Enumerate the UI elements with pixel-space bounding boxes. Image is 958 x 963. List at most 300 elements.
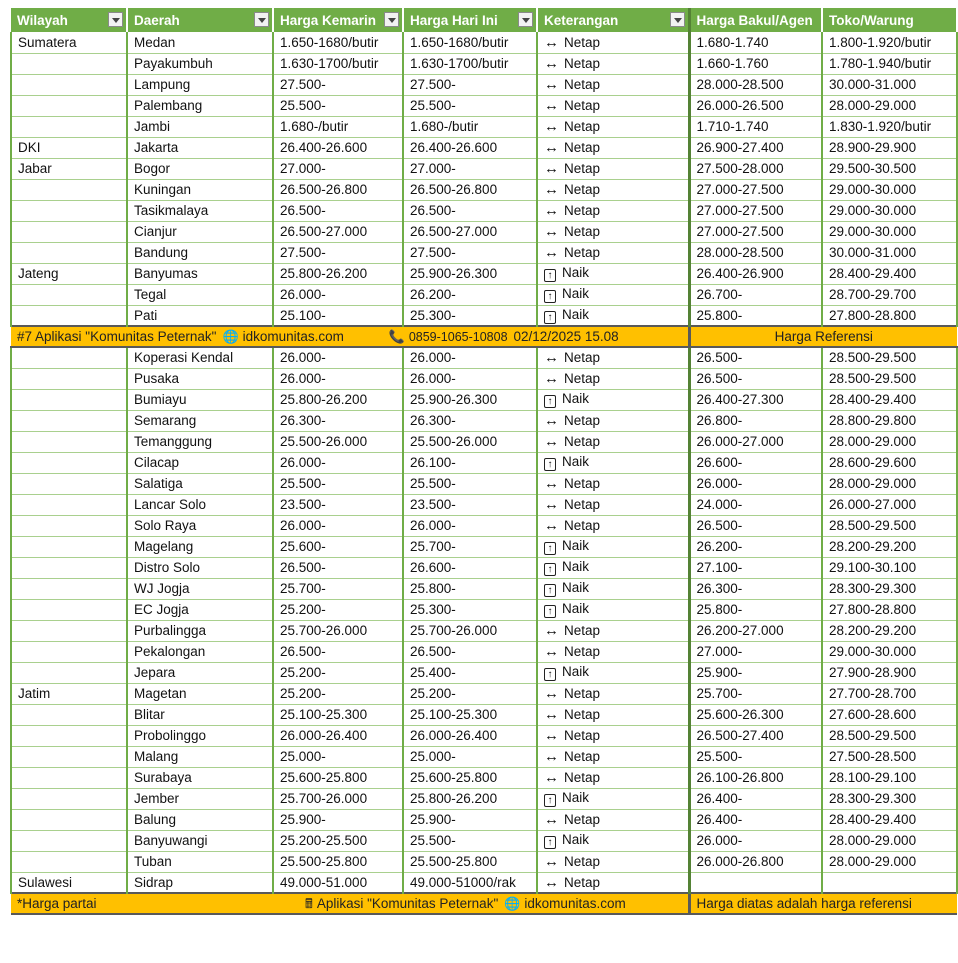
cell-harga-hari-ini: 25.500-26.000 (403, 431, 537, 452)
table-row (11, 599, 957, 620)
cell-wilayah: Sumatera (11, 32, 127, 53)
cell-toko-warung: 28.600-29.600 (822, 452, 957, 473)
cell-harga-bakul: 26.000-27.000 (689, 431, 822, 452)
status-text: Netap (564, 749, 601, 764)
cell-keterangan (537, 179, 689, 200)
arrow-up-icon: ↑ (544, 605, 556, 618)
cell-harga-hari-ini: 25.300- (403, 599, 537, 620)
table-row (11, 683, 957, 704)
arrow-left-right-icon: ↔ (544, 181, 559, 198)
cell-daerah: Magetan (127, 683, 273, 704)
table-row (11, 830, 957, 851)
cell-harga-kemarin: 26.000- (273, 368, 403, 389)
cell-harga-kemarin: 23.500- (273, 494, 403, 515)
cell-wilayah (11, 620, 127, 641)
cell-harga-hari-ini: 49.000-51000/rak (403, 872, 537, 893)
cell-harga-hari-ini: 26.500- (403, 200, 537, 221)
cell-wilayah (11, 515, 127, 536)
status-text: Naik (562, 454, 590, 469)
footer-band (11, 893, 957, 914)
status-text: Naik (562, 391, 590, 406)
cell-wilayah: Sulawesi (11, 872, 127, 893)
cell-keterangan (537, 431, 689, 452)
arrow-left-right-icon: ↔ (544, 685, 559, 702)
arrow-up-icon: ↑ (544, 311, 556, 324)
status-text: Netap (564, 812, 601, 827)
cell-daerah: Jember (127, 788, 273, 809)
filter-dropdown-icon[interactable] (384, 12, 399, 27)
cell-keterangan (537, 683, 689, 704)
cell-wilayah (11, 494, 127, 515)
status-text: Netap (564, 77, 601, 92)
cell-harga-bakul: 26.600- (689, 452, 822, 473)
cell-toko-warung: 27.700-28.700 (822, 683, 957, 704)
arrow-left-right-icon: ↔ (544, 160, 559, 177)
cell-harga-bakul: 26.500- (689, 368, 822, 389)
cell-keterangan (537, 32, 689, 53)
cell-wilayah (11, 473, 127, 494)
filter-dropdown-icon[interactable] (254, 12, 269, 27)
status-text: Netap (564, 854, 601, 869)
arrow-up-icon: ↑ (544, 584, 556, 597)
cell-harga-kemarin: 1.630-1700/butir (273, 53, 403, 74)
cell-wilayah (11, 641, 127, 662)
arrow-left-right-icon: ↔ (544, 727, 559, 744)
cell-harga-hari-ini: 25.500- (403, 95, 537, 116)
header-toko-warung: Toko/Warung (822, 8, 957, 32)
cell-wilayah (11, 767, 127, 788)
cell-toko-warung: 29.000-30.000 (822, 641, 957, 662)
cell-harga-hari-ini: 27.000- (403, 158, 537, 179)
cell-harga-kemarin: 25.700-26.000 (273, 620, 403, 641)
cell-harga-hari-ini: 25.800-26.200 (403, 788, 537, 809)
cell-daerah: Surabaya (127, 767, 273, 788)
cell-harga-hari-ini: 25.700- (403, 536, 537, 557)
cell-daerah: Purbalingga (127, 620, 273, 641)
cell-harga-bakul: 25.800- (689, 599, 822, 620)
status-text: Netap (564, 623, 601, 638)
cell-harga-hari-ini: 25.600-25.800 (403, 767, 537, 788)
cell-toko-warung: 28.400-29.400 (822, 809, 957, 830)
cell-keterangan (537, 746, 689, 767)
table-row (11, 179, 957, 200)
cell-daerah: Distro Solo (127, 557, 273, 578)
status-text: Netap (564, 224, 601, 239)
cell-daerah: Cilacap (127, 452, 273, 473)
cell-toko-warung: 28.000-29.000 (822, 851, 957, 872)
header-wilayah: Wilayah (11, 8, 127, 32)
status-text: Netap (564, 161, 601, 176)
arrow-left-right-icon: ↔ (544, 202, 559, 219)
header-row (11, 8, 957, 32)
cell-wilayah (11, 599, 127, 620)
cell-toko-warung: 28.000-29.000 (822, 431, 957, 452)
table-row (11, 662, 957, 683)
cell-harga-kemarin: 25.900- (273, 809, 403, 830)
table-row (11, 116, 957, 137)
arrow-up-icon: ↑ (544, 563, 556, 576)
cell-daerah: Tasikmalaya (127, 200, 273, 221)
cell-harga-bakul: 26.300- (689, 578, 822, 599)
cell-keterangan (537, 242, 689, 263)
arrow-left-right-icon: ↔ (544, 622, 559, 639)
band-datetime: 02/12/2025 15.08 (513, 329, 619, 344)
cell-toko-warung: 27.900-28.900 (822, 662, 957, 683)
cell-harga-bakul (689, 872, 822, 893)
status-text: Naik (562, 306, 590, 322)
status-text: Netap (564, 245, 601, 260)
cell-keterangan (537, 641, 689, 662)
cell-harga-bakul: 26.200-27.000 (689, 620, 822, 641)
header-harga-hari-ini: Harga Hari Ini (403, 8, 537, 32)
cell-wilayah: Jabar (11, 158, 127, 179)
cell-harga-bakul: 27.000-27.500 (689, 179, 822, 200)
mid-band-left (11, 326, 689, 347)
cell-toko-warung: 27.800-28.800 (822, 305, 957, 326)
status-text: Netap (564, 119, 601, 134)
table-row (11, 221, 957, 242)
table-row (11, 431, 957, 452)
cell-harga-kemarin: 26.000- (273, 452, 403, 473)
table-row (11, 137, 957, 158)
cell-keterangan (537, 200, 689, 221)
cell-harga-hari-ini: 25.900-26.300 (403, 389, 537, 410)
cell-keterangan (537, 74, 689, 95)
cell-toko-warung: 28.000-29.000 (822, 95, 957, 116)
cell-daerah: Semarang (127, 410, 273, 431)
status-text: Netap (564, 728, 601, 743)
cell-keterangan (537, 788, 689, 809)
cell-harga-bakul: 26.400- (689, 809, 822, 830)
table-row (11, 347, 957, 368)
cell-keterangan (537, 704, 689, 725)
footer-center (273, 893, 689, 914)
cell-harga-bakul: 28.000-28.500 (689, 74, 822, 95)
table-body-bottom (11, 347, 957, 893)
cell-daerah: Cianjur (127, 221, 273, 242)
cell-toko-warung: 27.800-28.800 (822, 599, 957, 620)
cell-toko-warung: 30.000-31.000 (822, 242, 957, 263)
table-row (11, 242, 957, 263)
cell-keterangan (537, 284, 689, 305)
cell-harga-kemarin: 25.700- (273, 578, 403, 599)
cell-harga-kemarin: 26.300- (273, 410, 403, 431)
table-row (11, 410, 957, 431)
status-text: Netap (564, 203, 601, 218)
table-row (11, 641, 957, 662)
cell-daerah: Blitar (127, 704, 273, 725)
cell-harga-kemarin: 27.000- (273, 158, 403, 179)
cell-keterangan (537, 599, 689, 620)
status-text: Netap (564, 413, 601, 428)
cell-daerah: Malang (127, 746, 273, 767)
price-table (10, 8, 958, 915)
cell-harga-bakul: 26.000- (689, 830, 822, 851)
cell-daerah: Jepara (127, 662, 273, 683)
cell-wilayah (11, 452, 127, 473)
cell-daerah: Jakarta (127, 137, 273, 158)
table-row (11, 767, 957, 788)
table-row (11, 704, 957, 725)
table-row (11, 452, 957, 473)
cell-harga-hari-ini: 25.900- (403, 809, 537, 830)
arrow-left-right-icon: ↔ (544, 517, 559, 534)
arrow-left-right-icon: ↔ (544, 433, 559, 450)
cell-harga-bakul: 26.500- (689, 347, 822, 368)
cell-toko-warung (822, 872, 957, 893)
cell-daerah: EC Jogja (127, 599, 273, 620)
cell-daerah: Tegal (127, 284, 273, 305)
arrow-left-right-icon: ↔ (544, 706, 559, 723)
cell-harga-hari-ini: 25.500- (403, 473, 537, 494)
cell-keterangan (537, 305, 689, 326)
cell-harga-bakul: 25.700- (689, 683, 822, 704)
cell-harga-bakul: 26.400- (689, 788, 822, 809)
status-text: Netap (564, 770, 601, 785)
header-daerah: Daerah (127, 8, 273, 32)
cell-harga-kemarin: 25.200-25.500 (273, 830, 403, 851)
cell-harga-kemarin: 25.800-26.200 (273, 263, 403, 284)
status-text: Netap (564, 434, 601, 449)
cell-harga-bakul: 26.800- (689, 410, 822, 431)
cell-harga-bakul: 26.400-27.300 (689, 389, 822, 410)
cell-harga-kemarin: 26.500- (273, 557, 403, 578)
footer-site[interactable]: idkomunitas.com (524, 896, 626, 911)
cell-harga-hari-ini: 26.000- (403, 347, 537, 368)
cell-keterangan (537, 662, 689, 683)
filter-dropdown-icon[interactable] (108, 12, 123, 27)
cell-keterangan (537, 725, 689, 746)
cell-harga-bakul: 26.500- (689, 515, 822, 536)
cell-harga-kemarin: 49.000-51.000 (273, 872, 403, 893)
table-row (11, 536, 957, 557)
cell-harga-hari-ini: 23.500- (403, 494, 537, 515)
cell-daerah: Jambi (127, 116, 273, 137)
cell-daerah: Bandung (127, 242, 273, 263)
cell-keterangan (537, 515, 689, 536)
cell-toko-warung: 28.500-29.500 (822, 725, 957, 746)
cell-harga-hari-ini: 26.500- (403, 641, 537, 662)
cell-harga-kemarin: 25.000- (273, 746, 403, 767)
cell-keterangan (537, 452, 689, 473)
cell-harga-kemarin: 25.200- (273, 662, 403, 683)
cell-wilayah (11, 725, 127, 746)
cell-wilayah (11, 347, 127, 368)
arrow-left-right-icon: ↔ (544, 223, 559, 240)
cell-harga-hari-ini: 25.900-26.300 (403, 263, 537, 284)
band-site[interactable]: idkomunitas.com (242, 329, 344, 344)
cell-harga-kemarin: 26.400-26.600 (273, 137, 403, 158)
status-text: Naik (562, 286, 590, 301)
cell-harga-hari-ini: 1.680-/butir (403, 116, 537, 137)
footer-left: *Harga partai (11, 893, 273, 914)
table-row (11, 809, 957, 830)
mid-info-band (11, 326, 957, 347)
arrow-left-right-icon: ↔ (544, 873, 559, 891)
cell-toko-warung: 28.400-29.400 (822, 389, 957, 410)
status-text: Naik (562, 265, 590, 280)
cell-daerah: Tuban (127, 851, 273, 872)
cell-harga-bakul: 27.100- (689, 557, 822, 578)
band-phone: 0859-1065-10808 (408, 329, 508, 344)
cell-harga-hari-ini: 27.500- (403, 74, 537, 95)
arrow-left-right-icon: ↔ (544, 118, 559, 135)
cell-daerah: Salatiga (127, 473, 273, 494)
filter-dropdown-icon[interactable] (670, 12, 685, 27)
arrow-up-icon: ↑ (544, 542, 556, 555)
cell-harga-hari-ini: 26.300- (403, 410, 537, 431)
cell-harga-hari-ini: 26.000- (403, 515, 537, 536)
cell-harga-hari-ini: 26.500-26.800 (403, 179, 537, 200)
cell-daerah: Koperasi Kendal (127, 347, 273, 368)
cell-wilayah (11, 179, 127, 200)
cell-keterangan (537, 116, 689, 137)
table-row (11, 200, 957, 221)
cell-harga-kemarin: 26.000- (273, 284, 403, 305)
status-text: Netap (564, 98, 601, 113)
header-keterangan: Keterangan (537, 8, 689, 32)
cell-harga-bakul: 25.800- (689, 305, 822, 326)
cell-harga-kemarin: 25.800-26.200 (273, 389, 403, 410)
status-text: Netap (564, 371, 601, 386)
cell-harga-hari-ini: 26.100- (403, 452, 537, 473)
cell-harga-bakul: 1.660-1.760 (689, 53, 822, 74)
cell-daerah: Temanggung (127, 431, 273, 452)
arrow-up-icon: ↑ (544, 668, 556, 681)
cell-wilayah (11, 851, 127, 872)
cell-toko-warung: 28.500-29.500 (822, 347, 957, 368)
cell-harga-kemarin: 25.500- (273, 473, 403, 494)
table-row (11, 557, 957, 578)
cell-keterangan (537, 767, 689, 788)
cell-wilayah (11, 284, 127, 305)
cell-daerah: Payakumbuh (127, 53, 273, 74)
table-body-top (11, 32, 957, 326)
cell-keterangan (537, 158, 689, 179)
cell-keterangan (537, 557, 689, 578)
cell-harga-bakul: 26.000-26.800 (689, 851, 822, 872)
arrow-left-right-icon: ↔ (544, 76, 559, 93)
cell-harga-hari-ini: 25.700-26.000 (403, 620, 537, 641)
cell-harga-hari-ini: 1.650-1680/butir (403, 32, 537, 53)
cell-wilayah (11, 830, 127, 851)
table-row (11, 305, 957, 326)
status-text: Netap (564, 476, 601, 491)
cell-harga-bakul: 1.680-1.740 (689, 32, 822, 53)
cell-wilayah (11, 578, 127, 599)
cell-keterangan (537, 221, 689, 242)
table-row (11, 620, 957, 641)
arrow-left-right-icon: ↔ (544, 139, 559, 156)
arrow-left-right-icon: ↔ (544, 475, 559, 492)
cell-toko-warung: 29.500-30.500 (822, 158, 957, 179)
cell-harga-bakul: 27.000-27.500 (689, 221, 822, 242)
cell-harga-kemarin: 1.680-/butir (273, 116, 403, 137)
cell-harga-bakul: 28.000-28.500 (689, 242, 822, 263)
cell-toko-warung: 28.400-29.400 (822, 263, 957, 284)
cell-daerah: Lancar Solo (127, 494, 273, 515)
arrow-up-icon: ↑ (544, 458, 556, 471)
status-text: Naik (562, 559, 590, 574)
cell-harga-kemarin: 26.500- (273, 200, 403, 221)
cell-harga-bakul: 26.200- (689, 536, 822, 557)
table-row (11, 368, 957, 389)
cell-toko-warung: 28.300-29.300 (822, 578, 957, 599)
status-text: Naik (562, 790, 590, 805)
cell-harga-hari-ini: 26.200- (403, 284, 537, 305)
table-row (11, 788, 957, 809)
cell-keterangan (537, 494, 689, 515)
band-app-title: #7 Aplikasi "Komunitas Peternak" (17, 329, 217, 344)
cell-wilayah (11, 95, 127, 116)
cell-keterangan (537, 851, 689, 872)
cell-toko-warung: 28.500-29.500 (822, 368, 957, 389)
cell-harga-hari-ini: 25.800- (403, 578, 537, 599)
arrow-left-right-icon: ↔ (544, 769, 559, 786)
status-text: Netap (564, 707, 601, 722)
status-text: Netap (564, 497, 601, 512)
cell-daerah: Balung (127, 809, 273, 830)
footer-right: Harga diatas adalah harga referensi (689, 893, 957, 914)
cell-harga-kemarin: 25.200- (273, 599, 403, 620)
cell-daerah: Solo Raya (127, 515, 273, 536)
arrow-left-right-icon: ↔ (544, 349, 559, 367)
cell-harga-bakul: 27.000- (689, 641, 822, 662)
status-text: Naik (562, 538, 590, 553)
status-text: Netap (564, 644, 601, 659)
table-row (11, 515, 957, 536)
table-row (11, 494, 957, 515)
cell-toko-warung: 1.800-1.920/butir (822, 32, 957, 53)
cell-keterangan (537, 473, 689, 494)
cell-harga-kemarin: 26.000- (273, 347, 403, 368)
cell-wilayah (11, 809, 127, 830)
arrow-up-icon: ↑ (544, 836, 556, 849)
cell-harga-bakul: 26.000-26.500 (689, 95, 822, 116)
arrow-left-right-icon: ↔ (544, 748, 559, 765)
cell-toko-warung: 28.200-29.200 (822, 620, 957, 641)
cell-keterangan (537, 830, 689, 851)
cell-wilayah (11, 662, 127, 683)
phone-icon: 📞 (388, 329, 405, 344)
cell-keterangan (537, 410, 689, 431)
cell-wilayah (11, 242, 127, 263)
status-text: Naik (562, 664, 590, 679)
table-row (11, 263, 957, 284)
cell-harga-kemarin: 25.100-25.300 (273, 704, 403, 725)
cell-toko-warung: 28.100-29.100 (822, 767, 957, 788)
globe-icon: 🌐 (222, 329, 239, 344)
cell-daerah: Pusaka (127, 368, 273, 389)
status-text: Naik (562, 580, 590, 595)
cell-harga-kemarin: 25.500-25.800 (273, 851, 403, 872)
cell-toko-warung: 28.000-29.000 (822, 830, 957, 851)
cell-toko-warung: 29.000-30.000 (822, 221, 957, 242)
arrow-up-icon: ↑ (544, 395, 556, 408)
cell-harga-hari-ini: 25.000- (403, 746, 537, 767)
cell-harga-kemarin: 27.500- (273, 74, 403, 95)
cell-wilayah (11, 536, 127, 557)
cell-wilayah (11, 389, 127, 410)
cell-harga-bakul: 25.500- (689, 746, 822, 767)
cell-keterangan (537, 263, 689, 284)
cell-harga-kemarin: 25.200- (273, 683, 403, 704)
table-row (11, 851, 957, 872)
filter-dropdown-icon[interactable] (518, 12, 533, 27)
cell-toko-warung: 30.000-31.000 (822, 74, 957, 95)
table-row (11, 389, 957, 410)
table-row (11, 53, 957, 74)
